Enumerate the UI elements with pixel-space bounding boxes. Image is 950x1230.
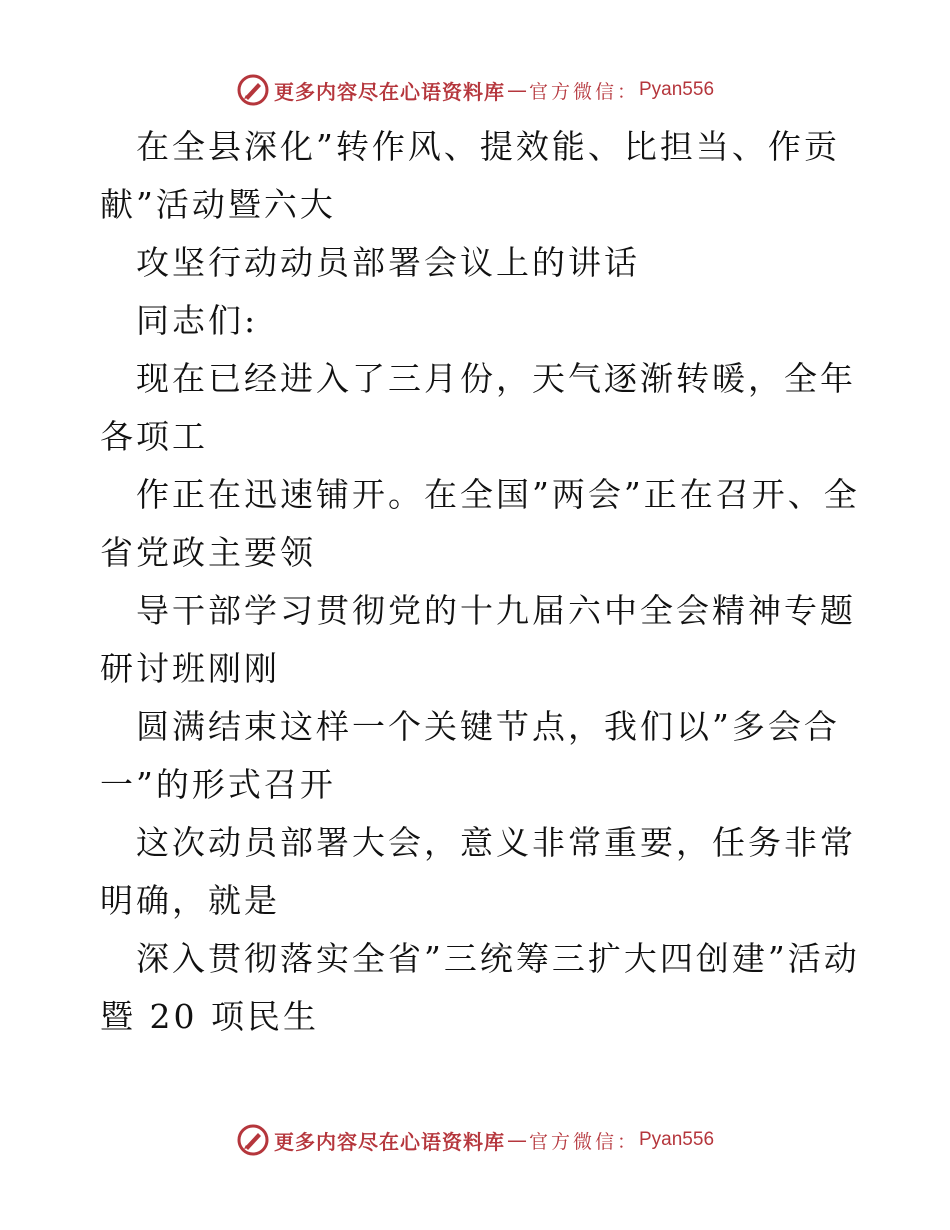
paragraph: 同志们:: [136, 301, 259, 340]
paragraph: 作正在迅速铺开。在全国”两会”正在召开、全省党政主要领: [100, 475, 860, 572]
watermark-site-text: 更多内容尽在心语资料库: [273, 1129, 505, 1154]
watermark-wechat-label: 官方微信：: [528, 1130, 639, 1153]
watermark-wechat-id: Pyan556: [639, 1129, 715, 1150]
paragraph: 在全县深化”转作风、提效能、比担当、作贡献”活动暨六大: [100, 127, 840, 224]
paragraph: 现在已经进入了三月份，天气逐渐转暖，全年各项工: [100, 359, 856, 456]
watermark-dash: —: [506, 78, 527, 102]
pen-seal-icon: [236, 1123, 270, 1157]
paragraph: 深入贯彻落实全省”三统筹三扩大四创建”活动暨 20 项民生: [100, 939, 860, 1036]
document-body: [100, 118, 860, 1046]
header-watermark: [0, 70, 950, 110]
watermark-site-text: 更多内容尽在心语资料库: [273, 79, 505, 104]
paragraph: 这次动员部署大会，意义非常重要，任务非常明确，就是: [100, 823, 856, 920]
watermark-wechat-id: Pyan556: [639, 79, 715, 100]
paragraph: 圆满结束这样一个关键节点，我们以”多会合一”的形式召开: [100, 707, 840, 804]
footer-watermark: [0, 1120, 950, 1160]
pen-seal-icon: [236, 73, 270, 107]
watermark-wechat-label: 官方微信：: [528, 80, 639, 103]
watermark-dash: —: [506, 1128, 527, 1152]
paragraph: 导干部学习贯彻党的十九届六中全会精神专题研讨班刚刚: [100, 591, 856, 688]
paragraph: 攻坚行动动员部署会议上的讲话: [136, 243, 640, 282]
